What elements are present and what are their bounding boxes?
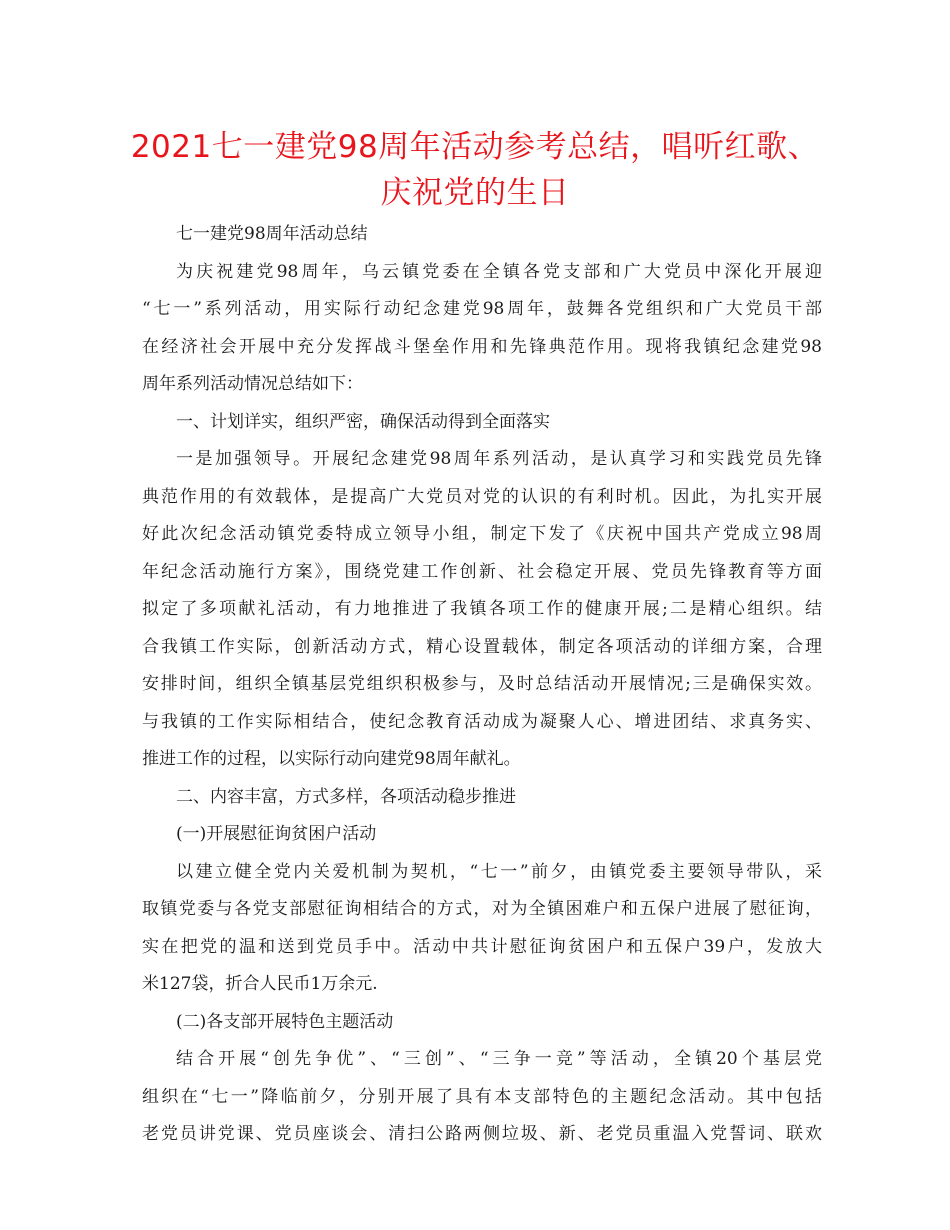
text-line: 米127袋，折合人民币1万余元. [142,974,378,994]
text-line: 一、计划详实，组织严密，确保活动得到全面落实 [176,411,550,432]
text-line: 周年系列活动情况总结如下： [142,374,363,394]
text-line: 拟定了多项献礼活动，有力地推进了我镇各项工作的健康开展;二是精心组织。结 [142,599,822,619]
text-line: 二、内容丰富，方式多样，各项活动稳步推进 [176,786,516,807]
text-line: 与我镇的工作实际相结合，使纪念教育活动成为凝聚人心、增进团结、求真务实、 [142,711,822,732]
text-line: 合我镇工作实际，创新活动方式，精心设置载体，制定各项活动的详细方案，合理 [142,636,822,657]
text-line: 在经济社会开展中充分发挥战斗堡垒作用和先锋典范作用。现将我镇纪念建党98 [142,336,822,357]
document-body [142,216,822,1154]
text-line: 取镇党委与各党支部慰征询相结合的方式，对为全镇困难户和五保户进展了慰征询， [142,899,822,919]
text-line: 为庆祝建党98周年，乌云镇党委在全镇各党支部和广大党员中深化开展迎 [176,261,822,282]
text-line: (二)各支部开展特色主题活动 [176,1011,394,1032]
text-line: 老党员讲党课、党员座谈会、清扫公路两侧垃圾、新、老党员重温入党誓词、联欢 [142,1124,822,1144]
text-line: 好此次纪念活动镇党委特成立领导小组，制定下发了《庆祝中国共产党成立98周 [142,524,822,544]
text-line: 典范作用的有效载体，是提高广大党员对党的认识的有利时机。因此，为扎实开展 [142,486,822,507]
text-line: 推进工作的过程，以实际行动向建党98周年献礼。 [142,749,521,769]
text-line: (一)开展慰征询贫困户活动 [176,824,377,844]
text-line: 七一建党98周年活动总结 [176,224,368,244]
text-line: “七一”系列活动，用实际行动纪念建党98周年，鼓舞各党组织和广大党员干部 [142,299,822,319]
text-line: 组织在“七一”降临前夕，分别开展了具有本支部特色的主题纪念活动。其中包括 [142,1086,822,1107]
document-title-line-1: 2021七一建党98周年活动参考总结，唱听红歌、 [130,129,820,165]
text-line: 实在把党的温和送到党员手中。活动中共计慰征询贫困户和五保户39户，发放大 [142,936,822,957]
text-line: 年纪念活动施行方案》，围绕党建工作创新、社会稳定开展、党员先锋教育等方面 [142,561,822,582]
text-line: 结合开展“创先争优”、“三创”、“三争一竞”等活动，全镇20个基层党 [176,1049,822,1069]
text-line: 以建立健全党内关爱机制为契机，“七一”前夕，由镇党委主要领导带队，采 [176,861,822,882]
text-line: 安排时间，组织全镇基层党组织积极参与，及时总结活动开展情况;三是确保实效。 [142,674,822,694]
text-line: 一是加强领导。开展纪念建党98周年系列活动，是认真学习和实践党员先锋 [176,449,822,469]
document-title-line-2: 庆祝党的生日 [380,175,570,211]
